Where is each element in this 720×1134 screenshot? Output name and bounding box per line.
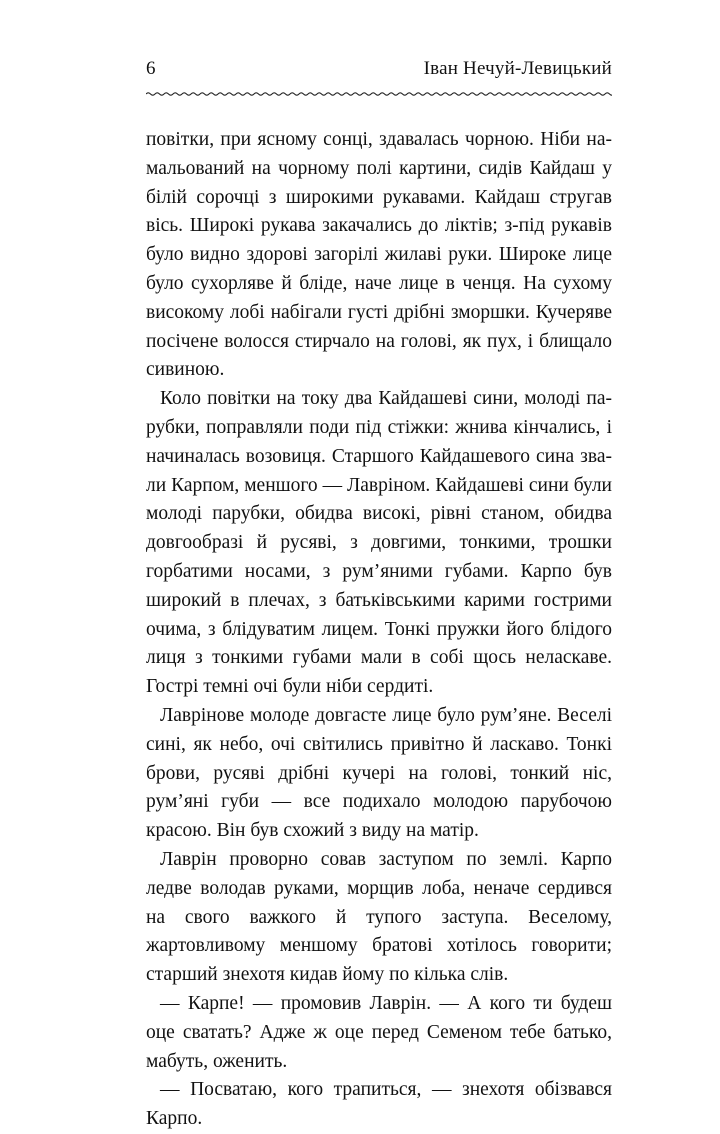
body-text xyxy=(146,126,612,1134)
paragraph-5: — Карпе! — промовив Лаврін. — А кого ти будеш оце сватать? Адже ж оце перед Семеном тебе батько, мабуть, оженить. xyxy=(146,992,612,1072)
paragraph-1: повітки, при ясному сонці, здавалась чорною. Ніби намальований на чорному полі картини, сидів Кайдаш у білій сорочці з широкими рукавами. Кайдаш стругав вісь. Широкі рукава закачались до ліктів; з-під рукавів було видно здорові загорілі жилаві руки. Широке лице було сухорляве й бліде, наче лице в ченця. На сухому високому лобі набігали густі дрібні зморшки. Кучеряве посічене волосся стирчало на голові, як пух, і блищало сивиною. xyxy=(146,129,612,381)
paragraph-4: Лаврін проворно совав заступом по землі. Карпо ледве володав руками, морщив лоба, неначе сердився на свого важкого й тупого заступа. Веселому, жартовливому меншому братові хотілось говорити; старший знехотя кидав йому по кілька слів. xyxy=(146,848,612,986)
paragraph-2: Коло повітки на току два Кайдашеві сини, молоді парубки, поправляли поди під стіжки: жнива кінчались, і начиналась возовиця. Старшого Кайдашевого сина звали Карпом, меншого — Лавріном. Кайдашеві сини були молоді парубки, обидва високі, рівні станом, обидва довгообразі й русяві, з довгими, тонкими, трошки горбатими носами, з рум’яними губами. Карпо був широкий в плечах, з батьківськими карими гострими очима, з блідуватим лицем. Тонкі пружки його блідого лиця з тонкими губами мали в собі щось неласкаве. Гострі темні очі були ніби сердиті. xyxy=(146,388,612,698)
wavy-divider xyxy=(146,88,612,100)
page-header xyxy=(146,58,612,88)
paragraph-3: Лаврінове молоде довгасте лице було рум’яне. Веселі сині, як небо, очі світились привітно й ласкаво. Тонкі брови, русяві дрібні кучері на голові, тонкий ніс, рум’яні губи — все подихало молодою парубочою красою. Він був схожий з виду на матір. xyxy=(146,704,612,842)
running-title: Іван Нечуй-Левицький xyxy=(423,58,612,79)
page-number: 6 xyxy=(146,58,156,79)
paragraph-6: — Посватаю, кого трапиться, — знехотя обізвався Карпо. xyxy=(146,1079,612,1130)
